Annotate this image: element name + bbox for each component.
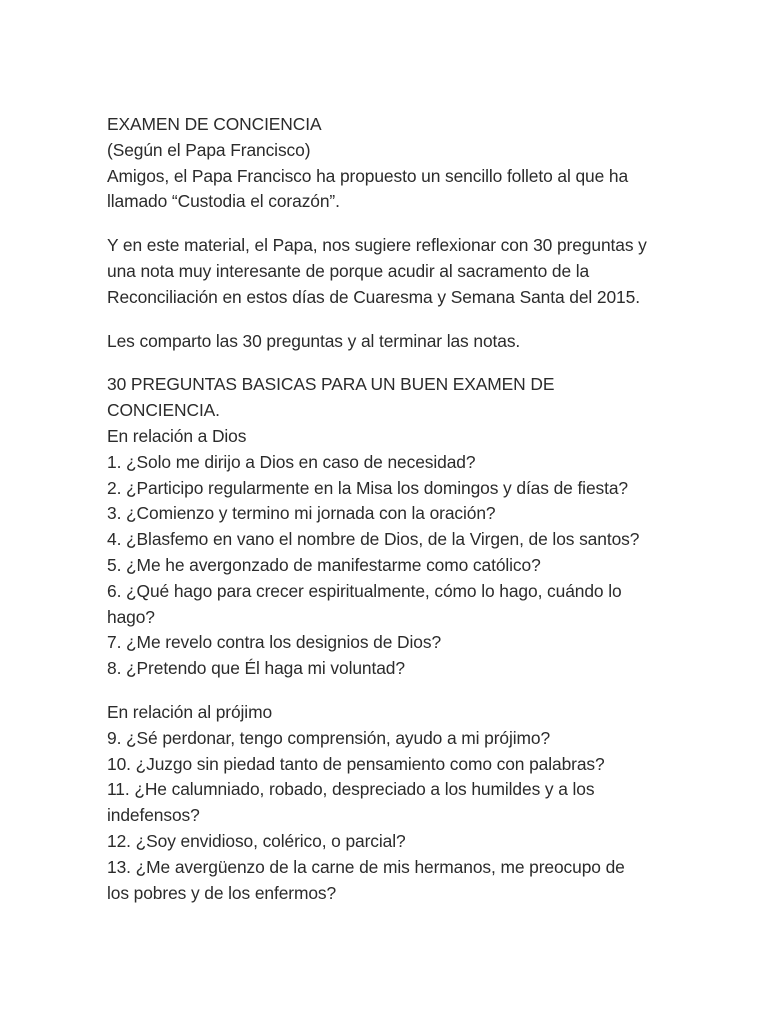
question-line: 5. ¿Me he avergonzado de manifestarme como católico? (107, 554, 541, 575)
paragraph-line: Les comparto las 30 preguntas y al terminar las notas. (107, 330, 521, 351)
section-subheading: En relación a Dios (107, 425, 247, 446)
question-line: 1. ¿Solo me dirijo a Dios en caso de necesidad? (107, 451, 476, 472)
paragraph-line: Y en este material, el Papa, nos sugiere reflexionar con 30 preguntas y (107, 235, 647, 256)
question-line: hago? (107, 606, 155, 627)
document-body (107, 112, 687, 906)
section-subheading: En relación al prójimo (107, 701, 273, 722)
section-dios (107, 372, 687, 682)
question-line: 13. ¿Me avergüenzo de la carne de mis hermanos, me preocupo de (107, 856, 625, 877)
question-line: 3. ¿Comienzo y termino mi jornada con la oración? (107, 503, 496, 524)
section-projimo (107, 700, 687, 906)
section-heading: 30 PREGUNTAS BASICAS PARA UN BUEN EXAMEN DE (107, 374, 555, 395)
paragraph-line: una nota muy interesante de porque acudir al sacramento de la (107, 260, 590, 281)
question-line: 9. ¿Sé perdonar, tengo comprensión, ayudo a mi prójimo? (107, 727, 551, 748)
document-subtitle: (Según el Papa Francisco) (107, 139, 311, 160)
question-line: 12. ¿Soy envidioso, colérico, o parcial? (107, 830, 406, 851)
paragraph-line: Reconciliación en estos días de Cuaresma y Semana Santa del 2015. (107, 286, 640, 307)
question-line: 6. ¿Qué hago para crecer espiritualmente, cómo lo hago, cuándo lo (107, 580, 622, 601)
question-line: indefensos? (107, 805, 200, 826)
question-line: 4. ¿Blasfemo en vano el nombre de Dios, de la Virgen, de los santos? (107, 529, 640, 550)
intro-line: Amigos, el Papa Francisco ha propuesto un sencillo folleto al que ha (107, 165, 629, 186)
share-paragraph (107, 329, 687, 355)
document-title: EXAMEN DE CONCIENCIA (107, 114, 322, 134)
question-line: 7. ¿Me revelo contra los designios de Dios? (107, 632, 442, 653)
intro-line: llamado “Custodia el corazón”. (107, 191, 340, 212)
section-heading: CONCIENCIA. (107, 400, 220, 421)
material-paragraph (107, 233, 687, 310)
question-line: 10. ¿Juzgo sin piedad tanto de pensamiento como con palabras? (107, 753, 605, 774)
question-line: los pobres y de los enfermos? (107, 882, 337, 903)
question-line: 11. ¿He calumniado, robado, despreciado a los humildes y a los (107, 779, 595, 800)
question-line: 2. ¿Participo regularmente en la Misa los domingos y días de fiesta? (107, 477, 628, 498)
question-line: 8. ¿Pretendo que Él haga mi voluntad? (107, 658, 405, 679)
header-block (107, 112, 687, 215)
